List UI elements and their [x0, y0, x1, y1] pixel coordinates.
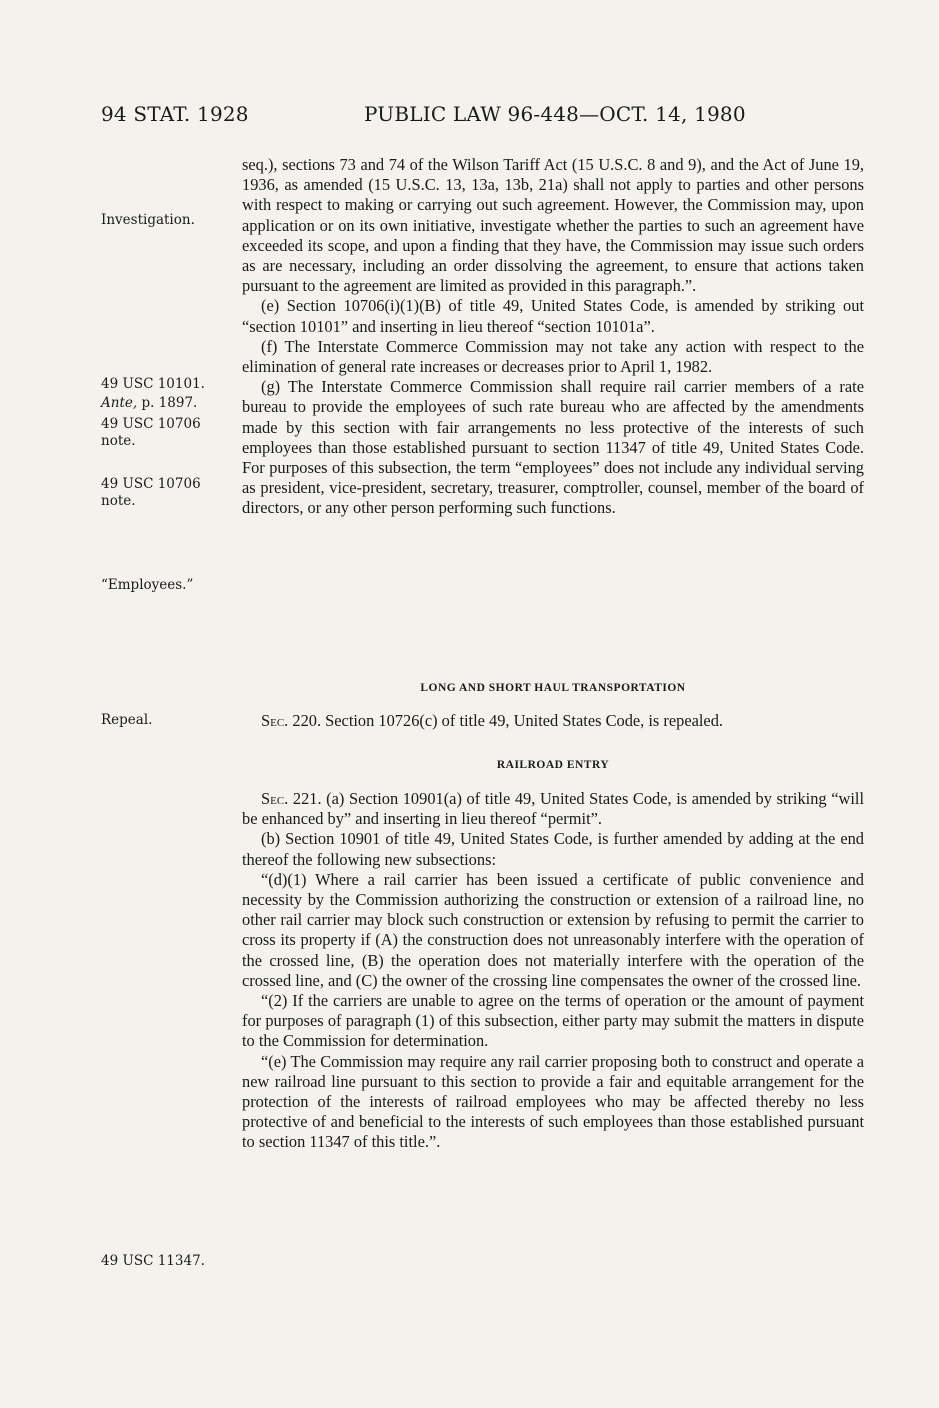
paragraph-continuation: seq.), sections 73 and 74 of the Wilson Tariff Act (15 U.S.C. 8 and 9), and the Act of June 19, 1936, as amended (15 U.S.C. 13, 13a, 13b, 21a) shall not apply to parties and other persons with respect to making or carrying out such agreement. However, the Commission may, upon application or on its own initiative, investigate whether the parties to such an agreement have exceeded its scope, and upon a finding that they have, the Commission may issue such orders as are necessary, including an order dissolving the agreement, to ensure that actions taken pursuant to the agreement are limited as provided in this paragraph.”.: [242, 155, 864, 296]
paragraph-sec-221-e: “(e) The Commission may require any rail carrier proposing both to construct and operate a new railroad line pursuant to this section to provide a fair and equitable arrangement for the protection of the interests of railroad employees who may be affected thereby no less protective of and beneficial to the interests of such employees than those established pursuant to section 11347 of this title.”.: [242, 1051, 864, 1152]
margin-note-note-a: note.: [101, 433, 136, 449]
sec-221-a-text: 221. (a) Section 10901(a) of title 49, United States Code, is amended by striking “will be enhanced by” and inserting in lieu thereof “permit”.: [242, 789, 864, 829]
text-block-section-221: [242, 789, 864, 1153]
margin-note-repeal: Repeal.: [101, 712, 153, 728]
paragraph-sec-221-a: [242, 789, 864, 829]
page-reference: 94 STAT. 1928: [101, 102, 249, 126]
margin-note-usc-10101: 49 USC 10101.: [101, 376, 205, 392]
paragraph-f: (f) The Interstate Commerce Commission may not take any action with respect to the elimination of general rate increases or decreases prior to April 1, 1982.: [242, 336, 864, 377]
margin-note-ante-italic: Ante,: [101, 395, 138, 411]
margin-note-employees: “Employees.”: [101, 577, 194, 593]
paragraph-g: (g) The Interstate Commerce Commission shall require rail carrier members of a rate bureau to provide the employees of such rate bureau who are affected by the amendments made by this section with fair arrangements no less protective of the interests of such employees than those established pursuant to section 11347 of title 49, United States Code. For purposes of this subsection, the term “employees” does not include any individual serving as president, vice-president, secretary, treasurer, comptroller, counsel, member of the board of directors, or any other person performing such functions.: [242, 377, 864, 518]
page-title: PUBLIC LAW 96-448—OCT. 14, 1980: [364, 102, 746, 126]
paragraph-sec-221-d1: “(d)(1) Where a rail carrier has been issued a certificate of public convenience and necessity by the Commission authorizing the construction or extension of a railroad line, no other rail carrier may block such construction or extension by refusing to permit the carrier to cross its property if (A) the construction does not unreasonably interfere with the operation of the crossed line, (B) the operation does not materially interfere with the operation of the crossed line, and (C) the owner of the crossing line compensates the owner of the crossed line.: [242, 869, 864, 990]
sec-label: Sec.: [261, 711, 289, 730]
section-heading-railroad-entry: RAILROAD ENTRY: [496, 759, 610, 771]
section-heading-long-short-haul: LONG AND SHORT HAUL TRANSPORTATION: [420, 682, 686, 694]
sec-220-text: 220. Section 10726(c) of title 49, United States Code, is repealed.: [288, 711, 723, 730]
margin-note-ante-page: p. 1897.: [137, 395, 198, 411]
margin-note-ante: [101, 395, 197, 412]
margin-note-usc-11347: 49 USC 11347.: [101, 1253, 205, 1269]
margin-note-note-b: note.: [101, 493, 136, 509]
margin-note-usc-10706-b: 49 USC 10706: [101, 476, 201, 492]
margin-note-usc-10706-a: 49 USC 10706: [101, 416, 201, 432]
sec-label: Sec.: [261, 789, 289, 808]
text-block-section-220: [242, 711, 864, 731]
text-block-continuation: [242, 155, 864, 519]
margin-note-investigation: Investigation.: [101, 212, 195, 228]
paragraph-sec-221-d2: “(2) If the carriers are unable to agree on the terms of operation or the amount of payment for purposes of paragraph (1) of this subsection, either party may submit the matters in dispute to the Commission for determination.: [242, 991, 864, 1051]
paragraph-e: (e) Section 10706(i)(1)(B) of title 49, United States Code, is amended by striking out “section 10101” and inserting in lieu thereof “section 10101a”.: [242, 296, 864, 336]
paragraph-sec-220: [242, 711, 864, 731]
paragraph-sec-221-b: (b) Section 10901 of title 49, United States Code, is further amended by adding at the end thereof the following new subsections:: [242, 829, 864, 869]
